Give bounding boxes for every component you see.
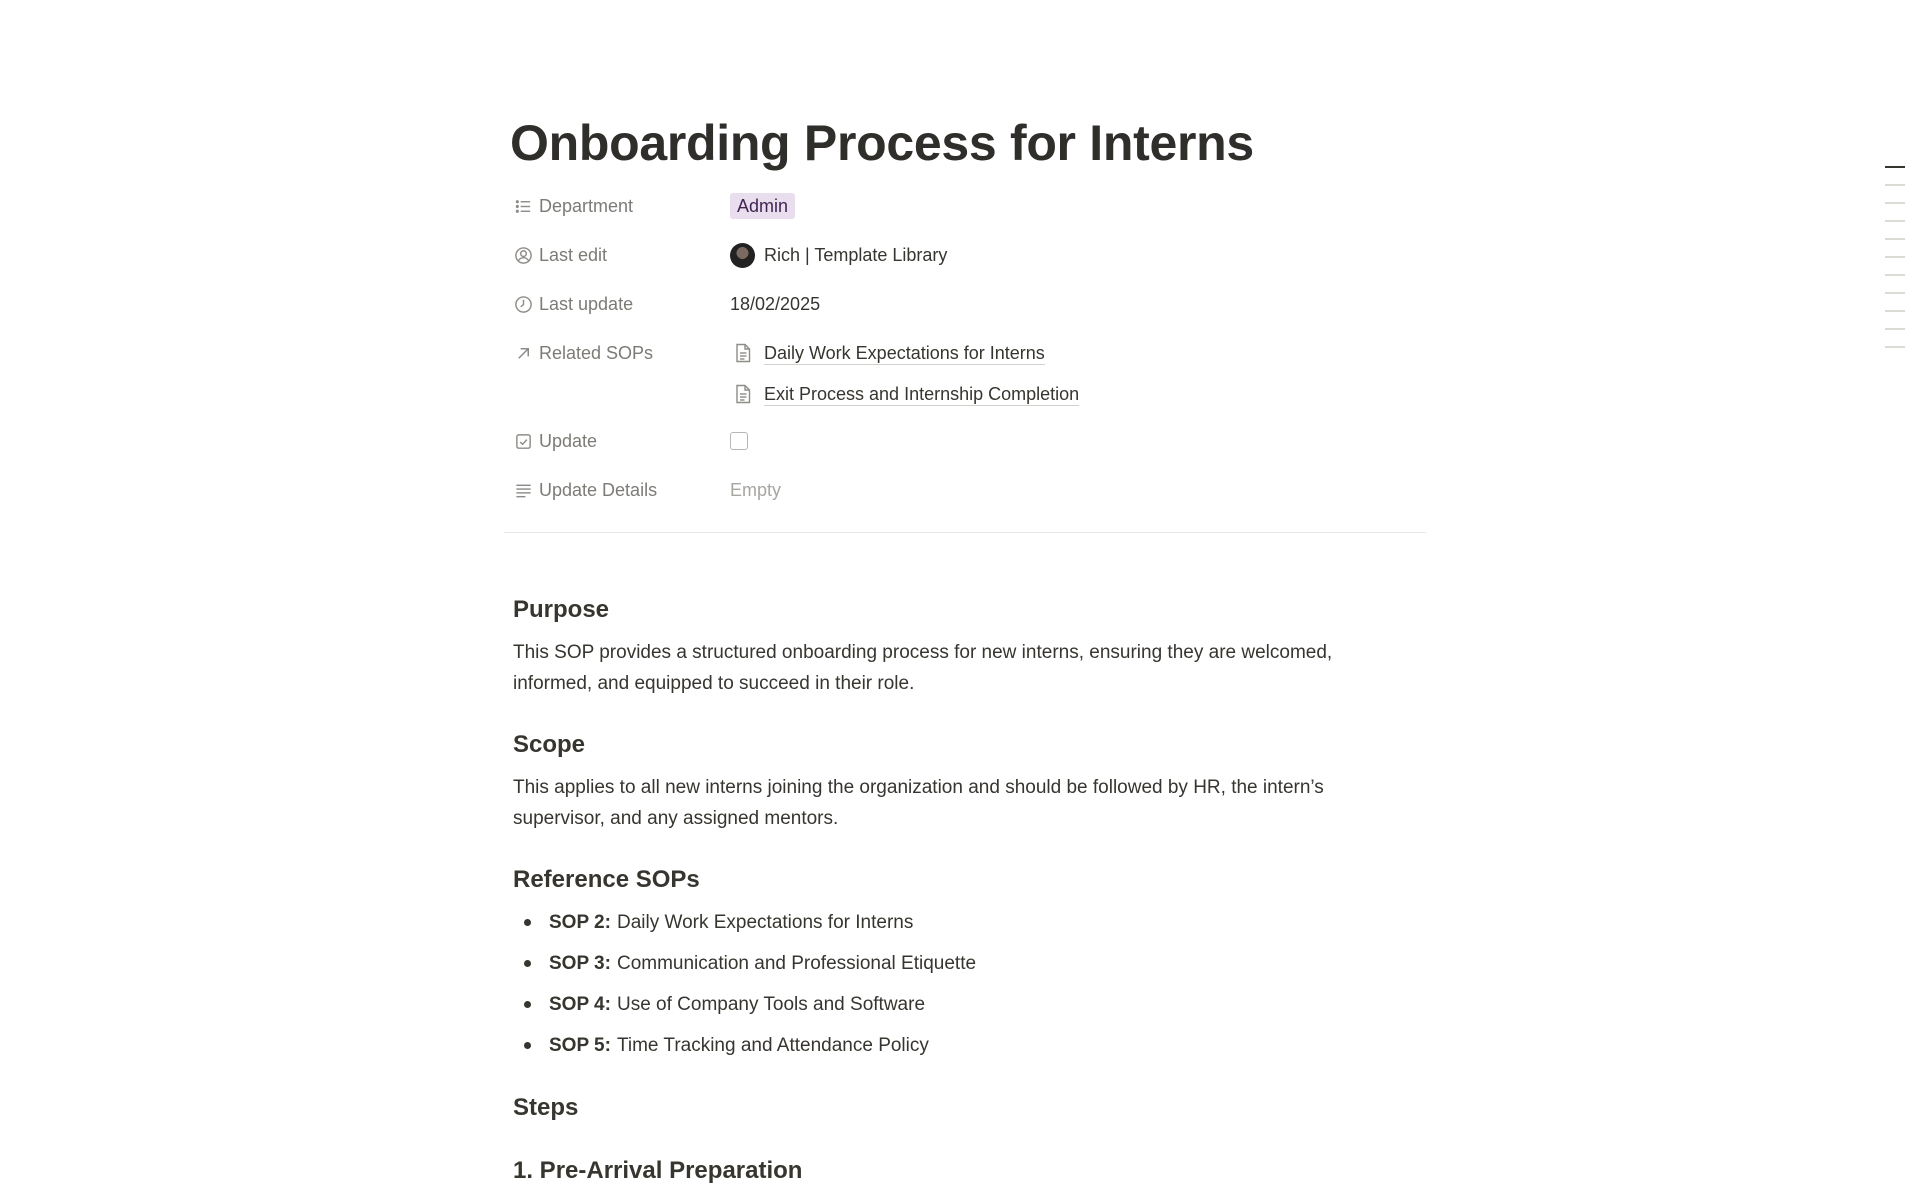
bullet-icon bbox=[524, 960, 531, 967]
sop-code: SOP 2: bbox=[549, 911, 611, 933]
last-update-date: 18/02/2025 bbox=[730, 293, 821, 314]
toc-tick[interactable] bbox=[1885, 220, 1905, 222]
page-icon bbox=[732, 342, 754, 364]
toc-tick[interactable] bbox=[1885, 238, 1905, 240]
reference-sop-list bbox=[513, 902, 976, 1066]
sop-title: Communication and Professional Etiquette bbox=[616, 952, 977, 974]
property-update[interactable] bbox=[510, 423, 1430, 472]
property-label[interactable] bbox=[510, 286, 730, 322]
heading-steps[interactable]: Steps bbox=[513, 1094, 579, 1121]
property-value[interactable] bbox=[730, 188, 1430, 224]
table-of-contents-minimap[interactable] bbox=[1885, 166, 1905, 364]
property-value[interactable] bbox=[730, 237, 1430, 273]
toc-tick[interactable] bbox=[1885, 310, 1905, 312]
properties-panel bbox=[510, 188, 1430, 521]
sop-code: SOP 3: bbox=[549, 952, 611, 974]
related-sop-title: Exit Process and Internship Completion bbox=[764, 383, 1080, 404]
update-checkbox[interactable] bbox=[730, 432, 748, 450]
avatar bbox=[730, 243, 755, 268]
sop-code: SOP 4: bbox=[549, 993, 611, 1015]
related-sop-title: Daily Work Expectations for Interns bbox=[764, 342, 1045, 363]
toc-tick[interactable] bbox=[1885, 346, 1905, 348]
heading-scope[interactable]: Scope bbox=[513, 731, 586, 758]
property-label[interactable] bbox=[510, 237, 730, 273]
property-label-text: Department bbox=[539, 195, 634, 216]
sop-code: SOP 5: bbox=[549, 1034, 611, 1056]
property-label-text: Update Details bbox=[539, 479, 658, 500]
property-label[interactable] bbox=[510, 188, 730, 224]
bullet-icon bbox=[524, 1042, 531, 1049]
sop-title: Time Tracking and Attendance Policy bbox=[616, 1034, 929, 1056]
property-label-text: Update bbox=[539, 430, 598, 451]
toc-tick[interactable] bbox=[1885, 328, 1905, 330]
heading-pre-arrival[interactable]: 1. Pre-Arrival Preparation bbox=[513, 1157, 803, 1184]
department-tag[interactable]: Admin bbox=[730, 193, 795, 219]
list-item[interactable] bbox=[513, 984, 976, 1025]
property-value bbox=[730, 335, 1430, 417]
property-value[interactable] bbox=[730, 286, 1430, 322]
property-label[interactable] bbox=[510, 335, 730, 371]
property-department[interactable] bbox=[510, 188, 1430, 237]
list-icon bbox=[513, 196, 533, 216]
update-details-placeholder: Empty bbox=[730, 479, 782, 500]
property-label[interactable] bbox=[510, 423, 730, 459]
toc-tick[interactable] bbox=[1885, 274, 1905, 276]
page-icon bbox=[732, 383, 754, 405]
toc-tick[interactable] bbox=[1885, 292, 1905, 294]
toc-tick[interactable] bbox=[1885, 202, 1905, 204]
property-label[interactable] bbox=[510, 472, 730, 508]
bullet-icon bbox=[524, 1001, 531, 1008]
toc-tick[interactable] bbox=[1885, 166, 1905, 168]
checkbox-icon bbox=[513, 431, 533, 451]
bullet-icon bbox=[524, 919, 531, 926]
heading-purpose[interactable]: Purpose bbox=[513, 596, 610, 623]
toc-tick[interactable] bbox=[1885, 184, 1905, 186]
property-last-edit[interactable] bbox=[510, 237, 1430, 286]
text-lines-icon bbox=[513, 480, 533, 500]
list-item[interactable] bbox=[513, 1025, 976, 1066]
property-update-details[interactable] bbox=[510, 472, 1430, 521]
person-circle-icon bbox=[513, 245, 533, 265]
sop-title: Daily Work Expectations for Interns bbox=[616, 911, 914, 933]
heading-reference-sops[interactable]: Reference SOPs bbox=[513, 866, 700, 893]
property-last-update[interactable] bbox=[510, 286, 1430, 335]
list-item[interactable] bbox=[513, 943, 976, 984]
property-label-text: Related SOPs bbox=[539, 342, 654, 363]
scope-text[interactable]: This applies to all new interns joining the organization and should be followed by HR, the intern’s supervisor, and any assigned mentors. bbox=[513, 777, 1324, 829]
sop-title: Use of Company Tools and Software bbox=[616, 993, 926, 1015]
property-value bbox=[730, 423, 1430, 459]
arrow-up-right-icon bbox=[513, 343, 533, 363]
property-label-text: Last update bbox=[539, 293, 634, 314]
related-sop-link[interactable] bbox=[730, 376, 1430, 412]
page-title[interactable]: Onboarding Process for Interns bbox=[510, 115, 1254, 171]
last-edit-user[interactable]: Rich | Template Library bbox=[764, 244, 948, 265]
related-sop-link[interactable] bbox=[730, 335, 1430, 371]
list-item[interactable] bbox=[513, 902, 976, 943]
clock-icon bbox=[513, 294, 533, 314]
property-related-sops[interactable] bbox=[510, 335, 1430, 423]
purpose-text[interactable]: This SOP provides a structured onboarding process for new interns, ensuring they are welcomed, informed, and equipped to succeed in their role. bbox=[513, 642, 1333, 694]
property-label-text: Last edit bbox=[539, 244, 608, 265]
toc-tick[interactable] bbox=[1885, 256, 1905, 258]
properties-divider bbox=[504, 532, 1426, 533]
property-value[interactable] bbox=[730, 472, 1430, 508]
